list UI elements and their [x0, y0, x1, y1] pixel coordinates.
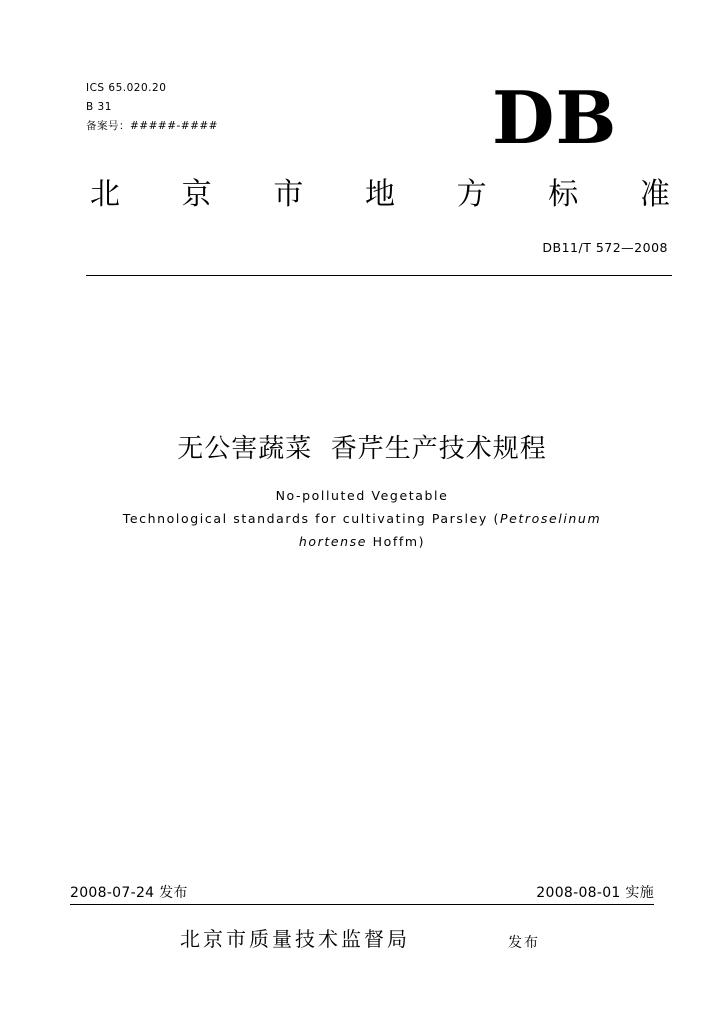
filing-number: 备案号：#####-####: [86, 120, 218, 132]
ics-code: ICS 65.020.20: [86, 82, 167, 94]
standard-name: [90, 176, 670, 214]
publish-date: 2008-07-24 发布: [70, 885, 188, 901]
title-en-latin-species: hortense: [298, 534, 368, 549]
standard-name-char: 地: [364, 177, 395, 212]
standard-name-char: 准: [639, 177, 670, 212]
title-en-text: Hoffm): [367, 534, 426, 549]
standard-name-char: 方: [456, 177, 487, 212]
standard-name-char: 京: [181, 177, 212, 212]
db-logo: DB: [492, 75, 618, 160]
implement-date: 2008-08-01 实施: [536, 885, 654, 901]
document-title-en-line2: [0, 511, 724, 527]
title-en-text: Technological standards for cultivating Parsley (: [122, 511, 500, 526]
footer-divider: [70, 904, 654, 905]
document-title-zh: 无公害蔬菜 香芹生产技术规程: [177, 434, 547, 464]
standard-code: DB11/T 572—2008: [542, 240, 668, 255]
issuer-name: 北京市质量技术监督局: [180, 927, 410, 951]
document-title-en-line1: No-polluted Vegetable: [275, 488, 449, 503]
header-divider: [86, 275, 672, 276]
classification-code: B 31: [86, 101, 112, 113]
issuer-suffix: 发布: [508, 935, 540, 951]
document-title-en-line3: [0, 534, 724, 550]
standard-name-char: 北: [90, 177, 120, 212]
standard-name-char: 标: [548, 177, 579, 212]
title-en-latin-genus: Petroselinum: [499, 511, 602, 526]
standard-name-char: 市: [273, 177, 304, 212]
